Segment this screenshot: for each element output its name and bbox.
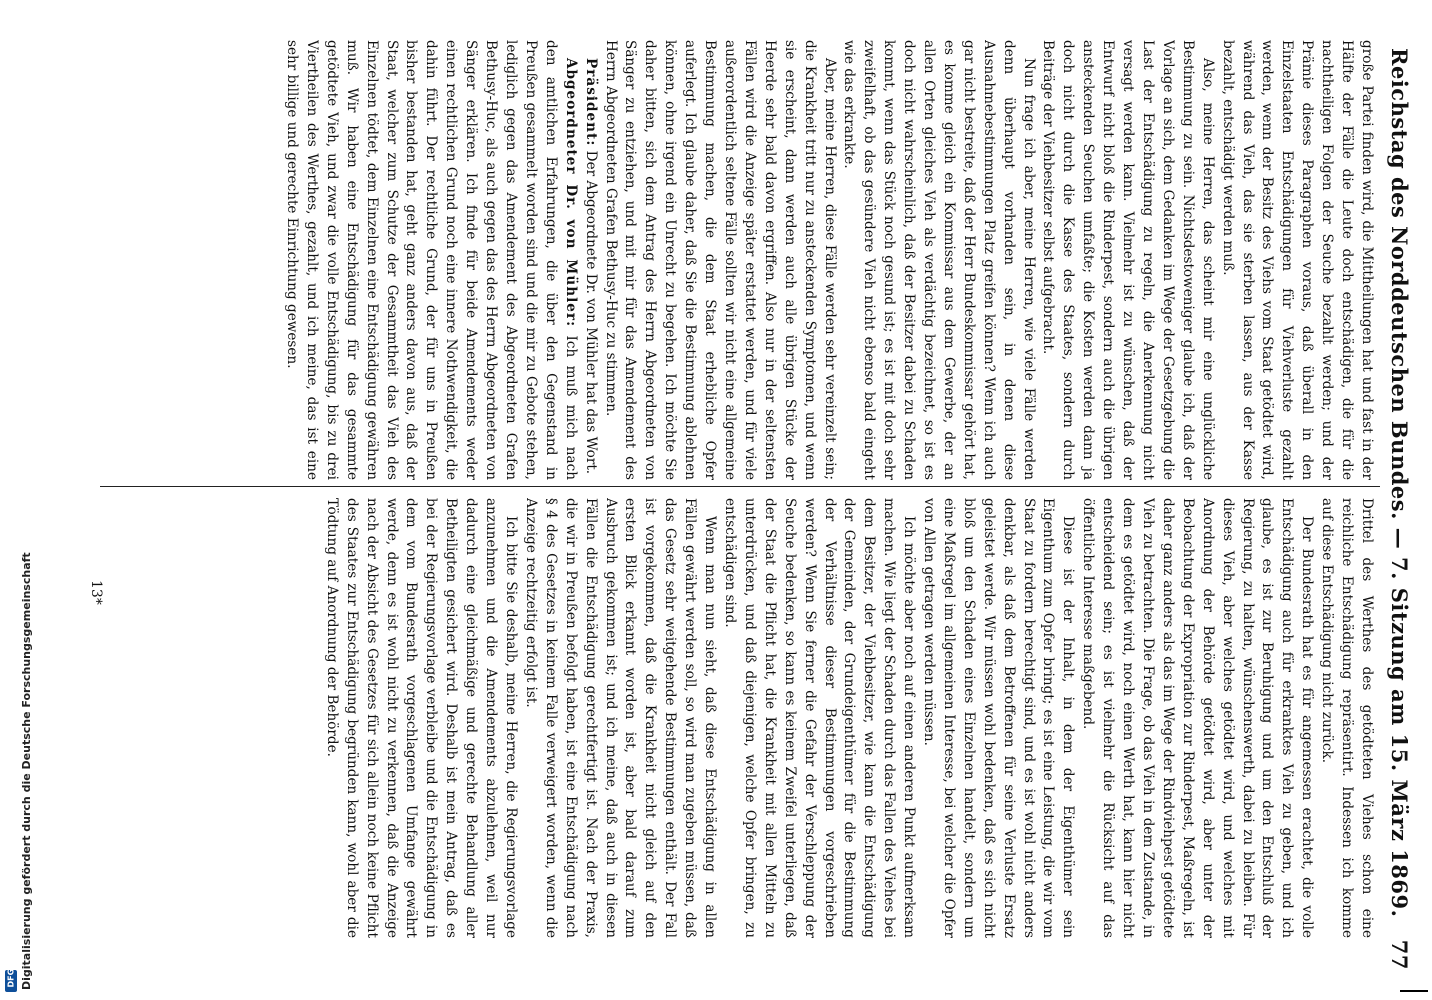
right-column — [106, 498, 1376, 938]
paragraph: Wenn man nun sieht, daß diese Entschädigung in allen Fällen gewährt werden soll, so wird man zugeben müssen, daß das Gesetz sehr weitgehende Bestimmungen enthält. Der Fall ist vorgekommen, daß die Krankheit nicht gleich auf den ersten Blick erkannt worden ist, aber bald darauf zum Ausbruch gekommen ist; und ich meine, daß auch in diesen Fällen die Entschädigung gerechtfertigt ist. Nach der Praxis, die wir in Preußen befolgt haben, ist eine Entschädigung nach § 4 des Gesetzes in keinem Falle verweigert worden, wenn die Anzeige rechtzeitig erfolgt ist. — [522, 498, 719, 938]
speaker-text: Ich muß mich nach den amtlichen Erfahrungen, die über den Gegenstand in Preußen gesammelt worden sind und die mir zu Gebote stehen, lediglich gegen das Amendement des Abgeordneten Grafen Bethusy-Huc, als auch gegen das des Herrn Abgeordneten von Sänger erklären. Ich finde für beide Amendements weder einen rechtlichen Grund noch eine innere Nothwendigkeit, die dahin führt. Der rechtliche Grund, der für uns in Preußen bisher bestanden hat, geht ganz anders davon aus, daß der Staat, welcher zum Schutze der Gesammtheit das Vieh des Einzelnen tödtet, dem Einzelnen eine Entschädigung gewähren muß. Wir haben eine Entschädigung für das gesammte getödtete Vieh, und zwar die volle Entschädigung, bis zu drei Viertheilen des Werthes, gezahlt, und ich meine, das ist eine sehr billige und gerechte Einrichtung gewesen. — [284, 40, 579, 480]
paragraph: große Partei finden wird, die Mittheilungen hat und fast in der Hälfte der Fälle die Leute doch entschädigen, die für die nachtheiligen Folgen der Seuche bezahlt werden; und der Prämie dieses Paragraphen voraus, daß überall in den Einzelstaaten Entschädigungen für Viehverluste gezahlt werden, wenn der Besitz des Viehs vom Staat getödtet wird, während das Vieh, das sie sterben lassen, aus der Kasse bezahlt, entschädigt werden muß. — [1219, 40, 1375, 480]
edge-mark — [1400, 990, 1428, 992]
speaker-label: Abgeordneter Dr. von Mühler: — [562, 58, 579, 328]
digitization-credit: Digitalisierung gefördert durch die Deutsche Forschungsgemeinschaft — [20, 552, 33, 990]
dfg-logo: DFG — [5, 970, 17, 992]
left-column — [106, 40, 1376, 480]
paragraph: Drittel des Werthes des getödteten Viehes schon eine reichliche Entschädigung repräsentirt. Indessen ich komme auf diese Entschädigung nicht zurück. — [1319, 498, 1375, 938]
scanned-page — [84, 20, 1416, 980]
paragraph: Also, meine Herren, das scheint mir eine unglückliche Bestimmung zu sein. Nichtsdestoweniger glaube ich, daß der Vorlage an sich, dem Gedanken im Wege der Gesetzgebung die Last der Entschädigung zu regeln, die Anerkennung nicht versagt werden kann. Vielmehr ist zu wünschen, daß der Entwurf nicht bloß die Rinderpest, sondern auch die übrigen ansteckenden Seuchen umfaßte; die Kosten werden dann ja doch nicht durch die Kasse des Staates, sondern durch Beiträge der Viehbesitzer selbst aufgebracht. — [1040, 40, 1216, 480]
paragraph: Ich bitte Sie deshalb, meine Herren, die Regierungsvorlage anzunehmen und die Amendements abzulehnen, weil nur dadurch eine gleichmäßige und gerechte Behandlung aller Betheiligten gesichert wird. Deshalb ist mein Antrag, daß es bei der Regierungsvorlage verbleibe und die Entschädigung in dem vom Bundesrath vorgeschlagenen Umfange gewährt werde, denn es ist wohl nicht zu verkennen, daß die Anzeige nach der Absicht des Gesetzes für sich allein noch keine Pflicht des Staates zur Entschädigung begründen kann, wohl aber die Tödtung auf Anordnung der Behörde. — [323, 498, 520, 938]
printer-signature: 13* — [88, 580, 104, 605]
running-header — [1384, 20, 1416, 980]
speaker-label: Präsident: — [582, 58, 599, 147]
paragraph: Diese ist der Inhalt, in dem der Eigenthümer sein Eigenthum zum Opfer bringt; es ist eine Leistung, die wir vom Staat zu fordern berechtigt sind, und es ist wohl nicht anders denkbar, als daß dem Betroffenen für seine Verluste Ersatz geleistet werde. Wir müssen wohl bedenken, daß es sich nicht bloß um den Schaden eines Einzelnen handelt, sondern um eine Maßregel im allgemeinen Interesse, bei welcher die Opfer von Allen getragen werden müssen. — [921, 498, 1077, 938]
paragraph: Aber, meine Herren, diese Fälle werden sehr vereinzelt sein; die Krankheit tritt nur zu ansteckenden Symptomen, und wenn sie erscheint, dann werden auch alle übrigen Stücke der Heerde sehr bald davon ergriffen. Also nur in der seltensten Fällen wird die Anzeige später erstattet werden, und für viele außerordentlich seltene Fälle sollten wir nicht eine allgemeine Bestimmung machen, die dem Staat erhebliche Opfer auferlegt. Ich glaube daher, daß Sie die Bestimmung ablehnen können, ohne irgend ein Unrecht zu begehen. Ich möchte Sie daher bitten, sich dem Antrag des Herrn Abgeordneten von Sänger zu entziehen, und mit mir für das Amendement des Herrn Abgeordneten Grafen Bethusy-Huc zu stimmen. — [602, 40, 838, 480]
digitization-footer — [0, 0, 33, 1000]
speaker-paragraph — [580, 40, 600, 480]
page-number: 77 — [1387, 939, 1412, 970]
speaker-paragraph — [281, 40, 580, 480]
column-divider — [100, 486, 1380, 487]
running-title: Reichstag des Norddeutschen Bundes. — 7. Sitzung am 15. März 1869. — [1387, 48, 1412, 918]
paragraph: Nun frage ich aber, meine Herren, wie viele Fälle werden denn überhaupt vorhanden sein, in denen diese Ausnahmebestimmungen Platz greifen können? Wenn ich auch gar nicht bestreite, daß der Herr Bundeskommissar gehört hat, es komme gleich ein Kommissar aus dem Gewerbe, der an allen Orten gleiches Vieh als verdächtig bezeichnet, so ist es doch nicht wahrscheinlich, daß der Besitzer dabei zu Schaden kommt, wenn das Stück noch gesund ist; es ist mit doch sehr zweifelhaft, ob das gesündere Vieh nicht ebenso bald eingeht wie das erkrankte. — [841, 40, 1037, 480]
paragraph: Ich möchte aber noch auf einen anderen Punkt aufmerksam machen. Wie liegt der Schaden durch das Fallen des Viehes bei dem Besitzer, der Viehbesitzer, wie kann die Entschädigung der Gemeinden, der Grundeigenthümer für die Bestimmung der Verhältnisse dieser Bestimmungen vorgeschrieben werden? Wenn Sie ferner die Gefahr der Verschleppung der Seuche bedenken, so kann es keinem Zweifel unterliegen, daß der Staat die Pflicht hat, die Krankheit mit allen Mitteln zu unterdrücken, und daß diejenigen, welche Opfer bringen, zu entschädigen sind. — [722, 498, 918, 938]
paragraph: Der Bundesrath hat es für angemessen erachtet, die volle Entschädigung auch für erkranktes Vieh zu geben, und ich glaube, es ist zur Beruhigung und um den Entschluß der Regierung, zu halten, wünschenswerth, dabei zu bleiben. Für dieses Vieh, aber welches getödtet wird, und welches mit Anordnung der Behörde getödtet wird, aber unter der Beobachtung der Expropriation zur Rinderpest, Maßregeln, ist daher ganz anders als das im Wege der Rindviehpest getödtete Vieh zu betrachten. Die Frage, ob das Vieh in dem Zustande, in dem es getödtet wird, noch einen Werth hat, kann hier nicht entscheidend sein; es ist vielmehr die Rücksicht auf das öffentliche Interesse maßgebend. — [1080, 498, 1316, 938]
speaker-text: Der Abgeordnete Dr. von Mühler hat das Wort. — [582, 150, 599, 475]
